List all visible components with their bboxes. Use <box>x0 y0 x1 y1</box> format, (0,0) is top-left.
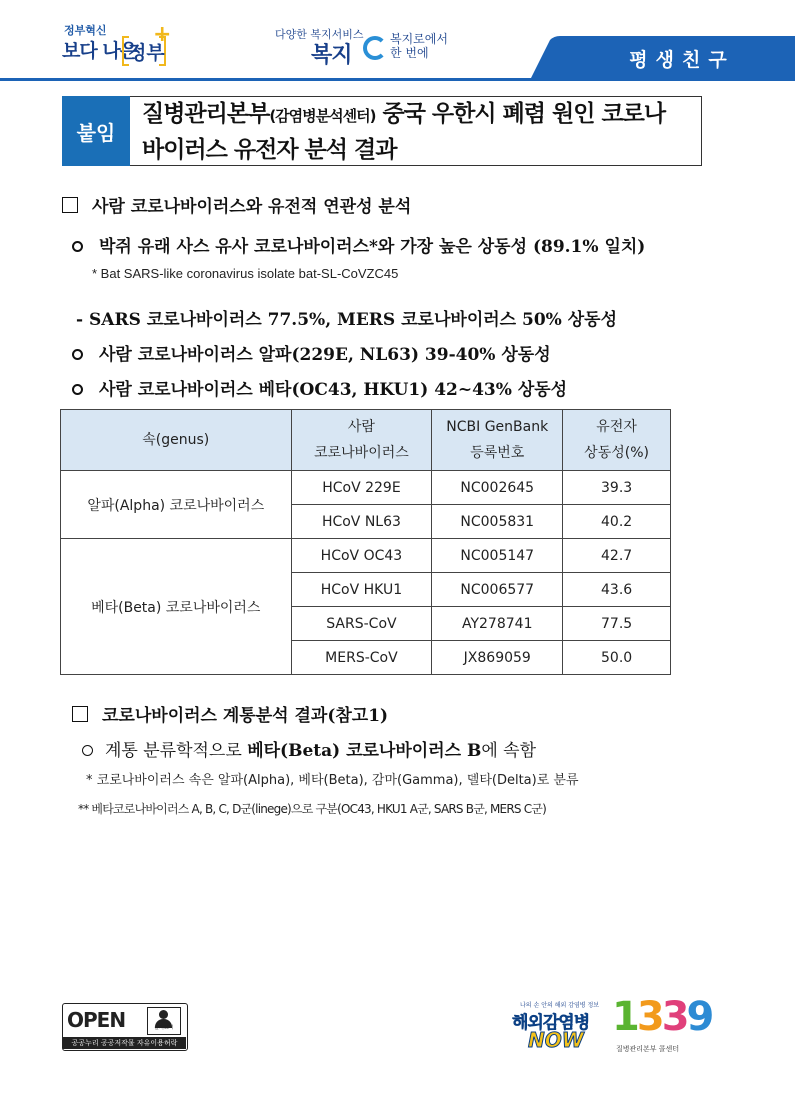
bullet-beta <box>72 375 567 400</box>
header-genbank-line2: 등록번호 <box>470 445 525 461</box>
title-part2: (감염병분석센터) <box>269 107 376 125</box>
logo2-right-line1: 복지로에서 <box>390 32 448 46</box>
virus-cell: HCoV 229E <box>291 471 432 505</box>
homology-cell: 39.3 <box>563 471 671 505</box>
header-homology-line2: 상동성(%) <box>584 445 649 461</box>
genbank-cell: NC002645 <box>432 471 563 505</box>
phylogeny-bold: 베타(Beta) 코로나바이러스 B <box>247 741 482 761</box>
checkbox-icon <box>62 197 78 213</box>
hotline-number <box>612 994 711 1040</box>
genus-table <box>60 409 671 675</box>
logo1-big-text-2: 정부 <box>128 42 165 64</box>
circle-bullet-icon <box>72 349 83 360</box>
logo2-right-line2: 한 번에 <box>390 46 429 60</box>
table-row <box>61 539 671 573</box>
logo1-bracket <box>122 36 166 64</box>
bullet-bat-coronavirus <box>72 232 645 257</box>
header-virus-line2: 코로나바이러스 <box>314 445 409 461</box>
header-virus-line1: 사람 <box>347 419 375 435</box>
section1-heading <box>62 192 411 217</box>
title-part1: 질병관리본부 <box>142 101 270 127</box>
virus-cell: HCoV NL63 <box>291 505 432 539</box>
note-bat-isolate: * Bat SARS-like coronavirus isolate bat-SL-CoVZC45 <box>92 266 399 281</box>
header-virus <box>291 410 432 471</box>
note-beta-groups: ** 베타코로나바이러스 A, B, C, D군(linege)으로 구분(OC43, HKU1 A군, SARS B군, MERS C군) <box>78 802 546 816</box>
checkbox-icon <box>72 706 88 722</box>
hotline-digit: 3 <box>636 994 662 1040</box>
logo2-top-text: 다양한 복지서비스 <box>275 28 364 41</box>
circle-bullet-icon <box>72 384 83 395</box>
genus-alpha: 알파(Alpha) 코로나바이러스 <box>61 471 292 539</box>
circle-bullet-icon <box>72 241 83 252</box>
homology-cell: 42.7 <box>563 539 671 573</box>
header-genbank <box>432 410 563 471</box>
homology-cell: 77.5 <box>563 607 671 641</box>
banner-text: 평생친구 <box>629 49 735 71</box>
open-icon-caption: 출처표시 <box>154 1025 174 1031</box>
bullet-phylogeny <box>82 736 536 761</box>
open-text: OPEN <box>67 1008 126 1032</box>
ring-icon <box>363 36 387 60</box>
virus-cell: HCoV OC43 <box>291 539 432 573</box>
genbank-cell: JX869059 <box>432 641 563 675</box>
kogl-open-badge <box>62 1003 188 1051</box>
section2-heading <box>72 701 388 726</box>
bullet1-text: 박쥐 유래 사스 유사 코로나바이러스*와 가장 높은 상동성 (89.1% 일치) <box>99 237 646 257</box>
bullet-alpha <box>72 340 551 365</box>
hotline-digit: 9 <box>686 994 712 1040</box>
section2-heading-text: 코로나바이러스 계통분석 결과(참고1) <box>102 706 389 726</box>
hotline-digit: 1 <box>612 994 637 1040</box>
title-part3: 중국 우한시 폐렴 원인 코로나 <box>375 101 666 127</box>
kcdc-1339-logo <box>612 994 712 1060</box>
bullet2-text: 사람 코로나바이러스 알파(229E, NL63) 39-40% 상동성 <box>99 345 551 365</box>
phylogeny-pre: 계통 분류학적으로 <box>105 741 248 761</box>
attachment-label: 붙임 <box>62 96 130 166</box>
logo2-main-text: 복지 <box>311 43 352 68</box>
header-genbank-line1: NCBI GenBank <box>446 419 549 435</box>
header-divider <box>0 78 795 81</box>
virus-cell: HCoV HKU1 <box>291 573 432 607</box>
table-header-row <box>61 410 671 471</box>
table-row <box>61 471 671 505</box>
section1-heading-text: 사람 코로나바이러스와 유전적 연관성 분석 <box>92 197 412 217</box>
phylogeny-post: 에 속함 <box>481 741 537 761</box>
now-tagline: 나의 손 안의 해외 감염병 정보 <box>520 1002 600 1009</box>
virus-cell: SARS-CoV <box>291 607 432 641</box>
homology-cell: 40.2 <box>563 505 671 539</box>
plus-icon: + <box>153 22 172 47</box>
header-homology <box>563 410 671 471</box>
note-genus-classification: * 코로나바이러스 속은 알파(Alpha), 베타(Beta), 감마(Gamma), 델타(Delta)로 분류 <box>86 773 579 788</box>
header-genus: 속(genus) <box>61 410 292 471</box>
logo1-small-text: 정부혁신 <box>64 24 107 37</box>
header-banner <box>530 36 795 80</box>
now-main-text: 해외감염병 <box>512 1013 590 1033</box>
dash-sars-mers: - SARS 코로나바이러스 77.5%, MERS 코로나바이러스 50% 상동성 <box>76 310 617 330</box>
header-homology-line1: 유전자 <box>596 419 637 435</box>
circle-bullet-icon <box>82 745 93 756</box>
now-word: NOW <box>528 1028 584 1052</box>
homology-cell: 50.0 <box>563 641 671 675</box>
bullet3-text: 사람 코로나바이러스 베타(OC43, HKU1) 42~43% 상동성 <box>99 380 568 400</box>
virus-cell: MERS-CoV <box>291 641 432 675</box>
genus-beta: 베타(Beta) 코로나바이러스 <box>61 539 292 675</box>
homology-cell: 43.6 <box>563 573 671 607</box>
open-caption: 공공누리 공공저작물 자유이용허락 <box>63 1037 186 1049</box>
genbank-cell: NC005147 <box>432 539 563 573</box>
genbank-cell: AY278741 <box>432 607 563 641</box>
logo2-right-text <box>390 32 448 60</box>
bokjiro-logo <box>275 24 455 68</box>
title-line2: 바이러스 유전자 분석 결과 <box>142 137 397 163</box>
genbank-cell: NC005831 <box>432 505 563 539</box>
hotline-caption: 질병관리본부 콜센터 <box>616 1045 680 1053</box>
logo1-big-text: 보다 나은 <box>62 40 138 62</box>
attachment-title <box>142 97 702 167</box>
overseas-infection-now-logo <box>510 1000 600 1060</box>
genbank-cell: NC006577 <box>432 573 563 607</box>
hotline-digit: 3 <box>661 994 687 1040</box>
